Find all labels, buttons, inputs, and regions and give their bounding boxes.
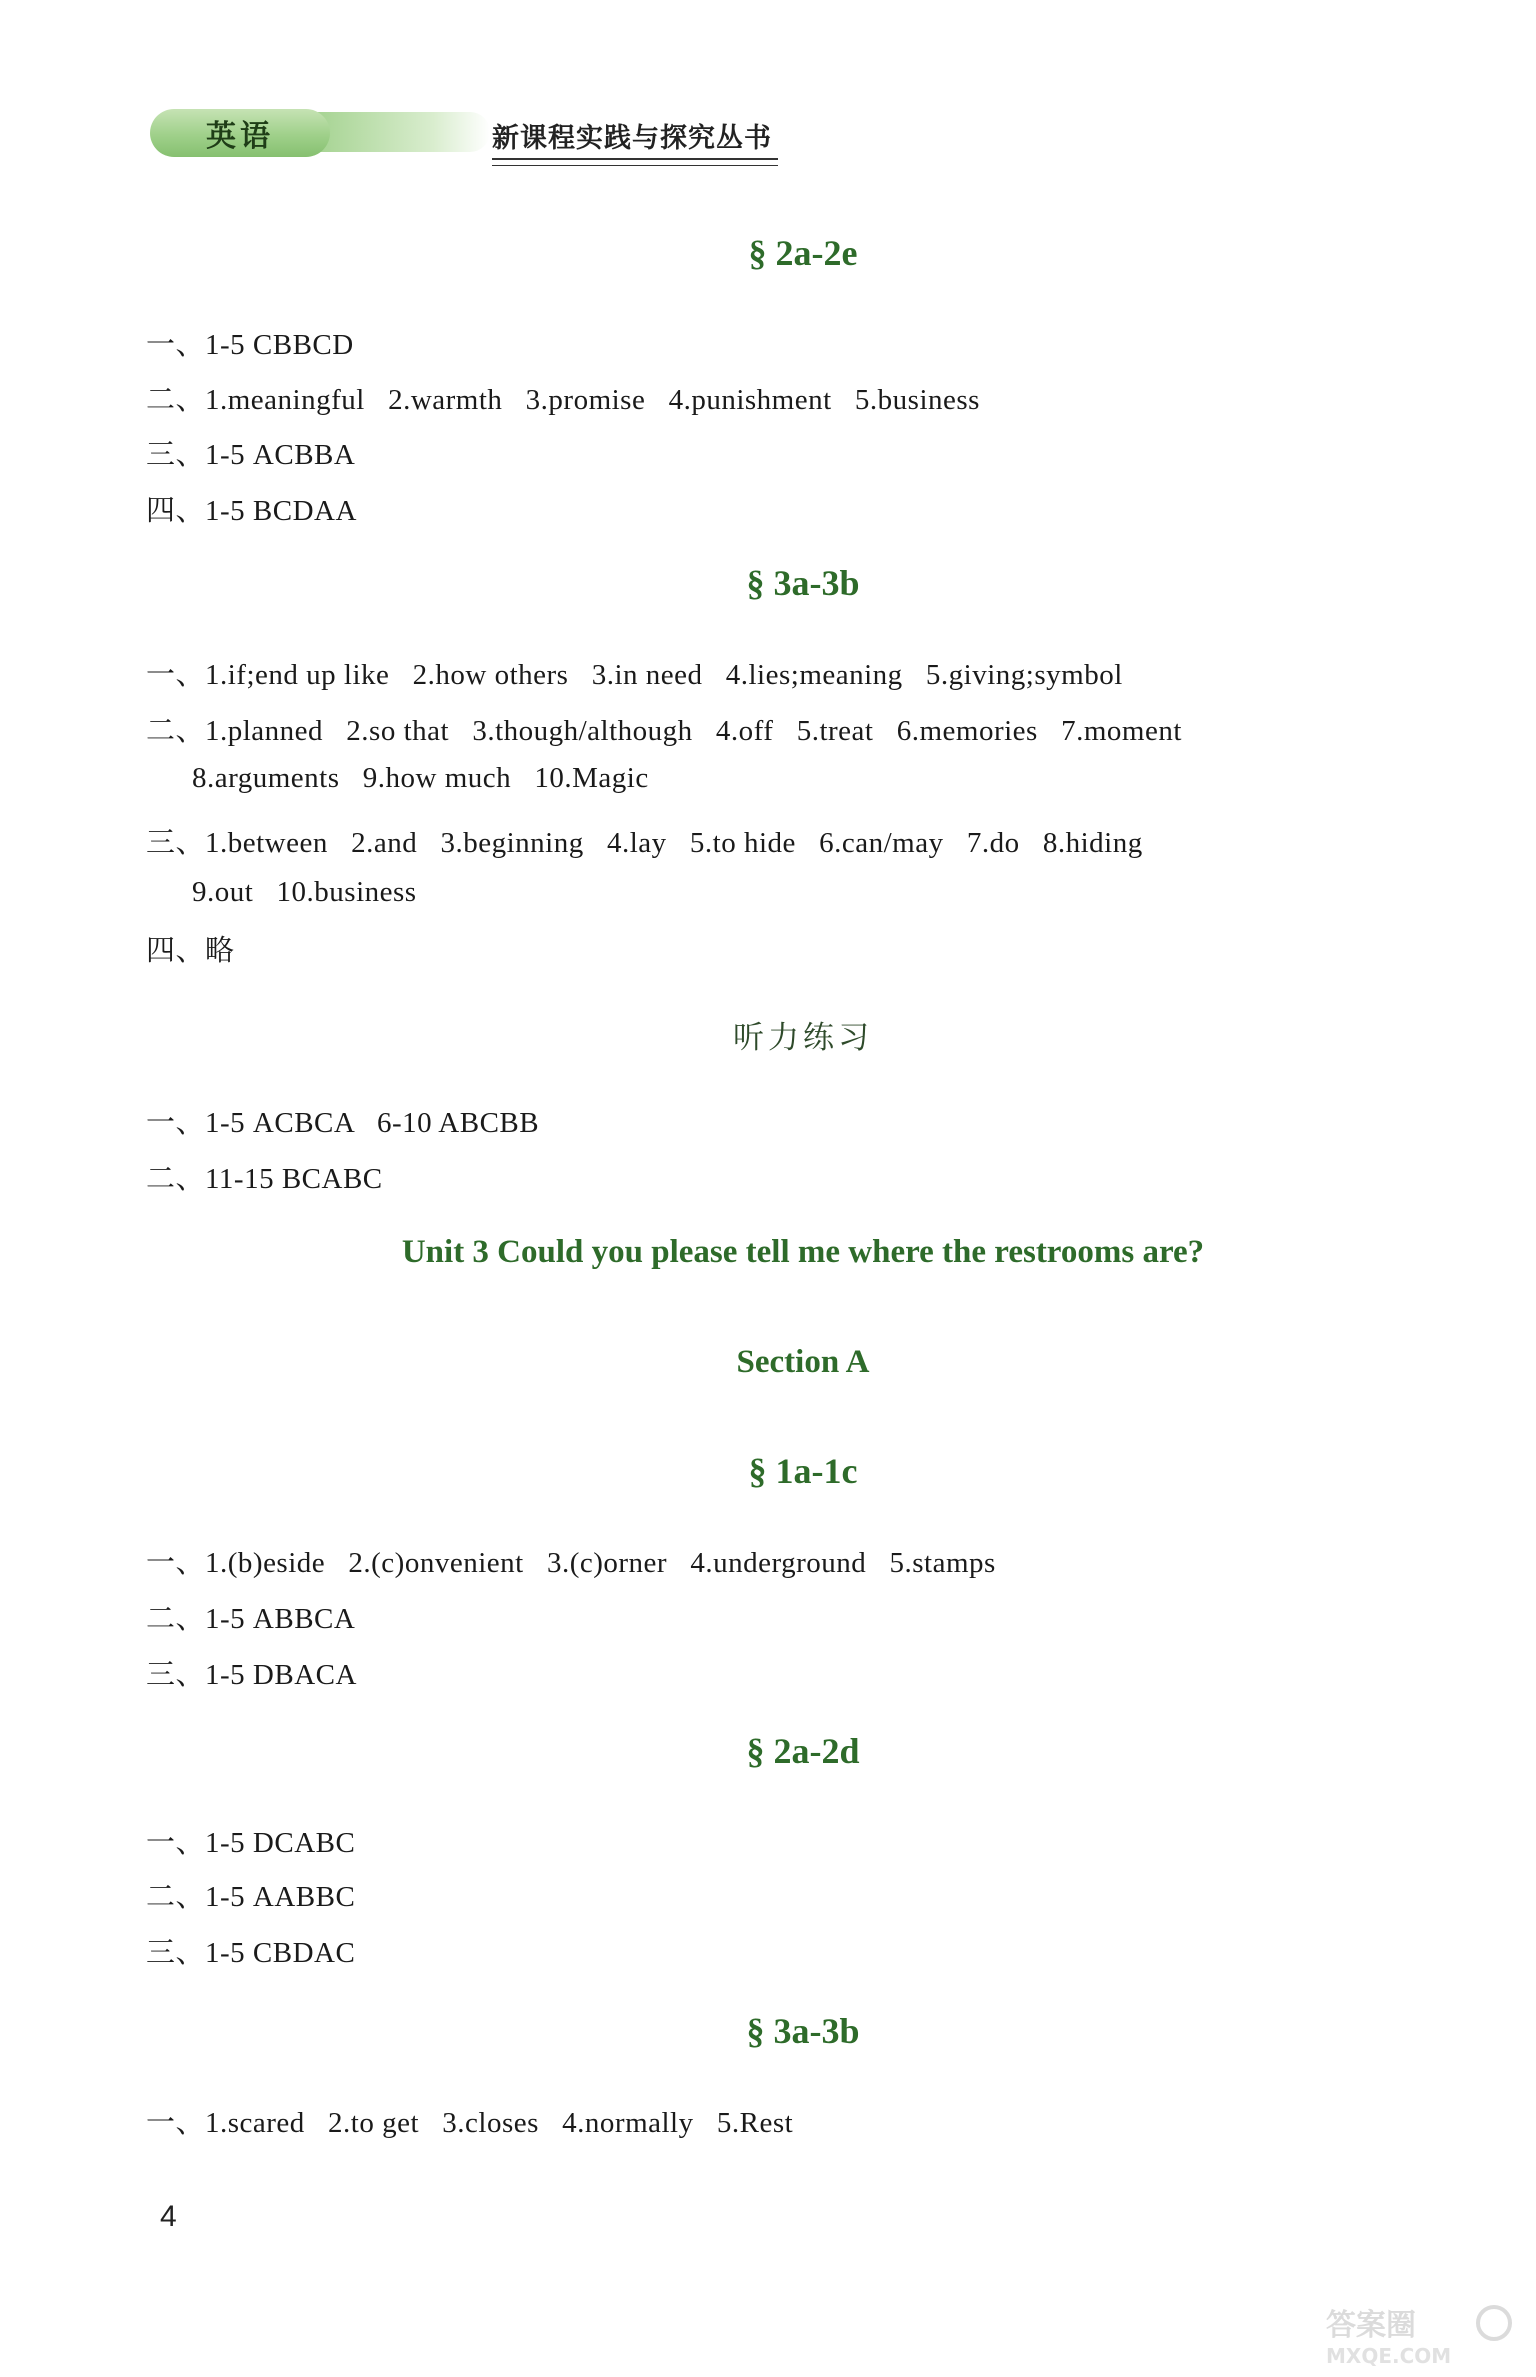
- answer-line: 二、1.meaningful 2.warmth 3.promise 4.punishment 5.business: [146, 384, 980, 416]
- section-heading: 听力练习: [733, 1020, 873, 1056]
- answer-line: 一、1.if;end up like 2.how others 3.in need 4.lies;meaning 5.giving;symbol: [146, 659, 1123, 691]
- answer-line: 一、1.(b)eside 2.(c)onvenient 3.(c)orner 4.underground 5.stamps: [146, 1547, 996, 1579]
- section-heading: § 2a-2e: [748, 233, 858, 273]
- page-header: [150, 108, 772, 158]
- watermark-bottom-text: MXQE.COM: [1326, 2344, 1452, 2368]
- answer-line: 一、1-5 ACBCA 6-10 ABCBB: [146, 1107, 540, 1139]
- answer-line: 9.out 10.business: [192, 876, 417, 908]
- subject-badge: [150, 109, 330, 157]
- answer-line: 三、1-5 DBACA: [146, 1659, 357, 1691]
- watermark-top-text: 答案圈: [1326, 2308, 1416, 2343]
- answer-line: 二、1.planned 2.so that 3.though/although 4.off 5.treat 6.memories 7.moment: [146, 715, 1182, 747]
- answer-line: 一、1.scared 2.to get 3.closes 4.normally 5.Rest: [146, 2107, 794, 2139]
- section-heading: § 1a-1c: [748, 1451, 858, 1491]
- subject-label: 英语: [206, 119, 274, 154]
- answer-line: 三、1-5 CBDAC: [146, 1937, 356, 1969]
- section-heading: § 3a-3b: [746, 2011, 860, 2051]
- answer-line: 四、略: [146, 935, 235, 967]
- answer-line: 三、1.between 2.and 3.beginning 4.lay 5.to hide 6.can/may 7.do 8.hiding: [146, 827, 1143, 859]
- series-title: 新课程实践与探究丛书: [492, 123, 772, 154]
- answer-line: 二、1-5 ABBCA: [146, 1603, 356, 1635]
- section-heading: § 3a-3b: [746, 563, 860, 603]
- watermark-circle-icon: [1478, 2307, 1510, 2339]
- page-number: 4: [160, 2200, 177, 2233]
- answer-line: 一、1-5 CBBCD: [146, 329, 354, 361]
- answer-line: 8.arguments 9.how much 10.Magic: [192, 762, 649, 794]
- answer-line: 四、1-5 BCDAA: [146, 495, 357, 527]
- answer-line: 一、1-5 DCABC: [146, 1827, 356, 1859]
- watermark-logo: [1318, 2299, 1518, 2369]
- series-underline: [492, 158, 778, 166]
- section-heading: Unit 3 Could you please tell me where the restrooms are?: [401, 1234, 1205, 1270]
- section-heading: Section A: [736, 1344, 870, 1380]
- answer-line: 二、1-5 AABBC: [146, 1881, 356, 1913]
- answer-line: 三、1-5 ACBBA: [146, 439, 356, 471]
- answer-line: 二、11-15 BCABC: [146, 1163, 383, 1195]
- section-heading: § 2a-2d: [746, 1731, 860, 1771]
